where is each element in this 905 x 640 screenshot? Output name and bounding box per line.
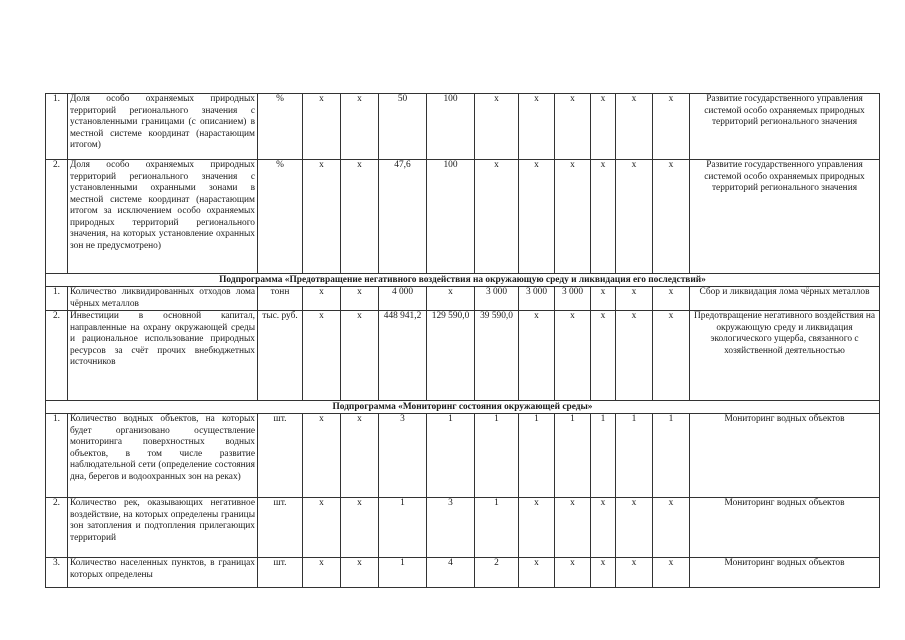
value-cell: x xyxy=(303,287,341,311)
value-cell: x xyxy=(475,160,519,274)
value-cell: 50 xyxy=(379,94,427,160)
value-cell: x xyxy=(475,94,519,160)
row-number: 1. xyxy=(46,94,68,160)
unit-cell: тонн xyxy=(258,287,303,311)
unit-cell: тыс. руб. xyxy=(258,311,303,401)
value-cell: x xyxy=(303,311,341,401)
subprogram-title: Подпрограмма «Мониторинг состояния окружающей среды» xyxy=(46,401,880,414)
unit-cell: шт. xyxy=(258,498,303,558)
table-body xyxy=(46,94,880,588)
value-cell: x xyxy=(303,414,341,498)
table-row xyxy=(46,311,880,401)
value-cell: x xyxy=(341,287,379,311)
value-cell: x xyxy=(653,558,690,588)
value-cell: x xyxy=(591,498,616,558)
goal-cell: Сбор и ликвидация лома чёрных металлов xyxy=(690,287,880,311)
value-cell: x xyxy=(653,160,690,274)
value-cell: x xyxy=(653,311,690,401)
value-cell: 2 xyxy=(475,558,519,588)
goal-cell: Развитие государственного управления системой особо охраняемых природных территорий регионального значения xyxy=(690,94,880,160)
value-cell: x xyxy=(341,558,379,588)
value-cell: x xyxy=(591,558,616,588)
value-cell: 448 941,2 xyxy=(379,311,427,401)
value-cell: 1 xyxy=(555,414,591,498)
value-cell: 1 xyxy=(427,414,475,498)
value-cell: x xyxy=(341,94,379,160)
value-cell: x xyxy=(555,160,591,274)
row-number: 2. xyxy=(46,311,68,401)
value-cell: 1 xyxy=(616,414,653,498)
value-cell: x xyxy=(341,414,379,498)
row-number: 1. xyxy=(46,287,68,311)
table-row xyxy=(46,558,880,588)
value-cell: x xyxy=(653,287,690,311)
value-cell: x xyxy=(616,311,653,401)
value-cell: 1 xyxy=(379,558,427,588)
value-cell: x xyxy=(555,94,591,160)
value-cell: 4 000 xyxy=(379,287,427,311)
goal-cell: Мониторинг водных объектов xyxy=(690,558,880,588)
value-cell: 3 xyxy=(379,414,427,498)
value-cell: 100 xyxy=(427,94,475,160)
row-number: 3. xyxy=(46,558,68,588)
value-cell: x xyxy=(616,498,653,558)
indicator-name: Инвестиции в основной капитал, направленные на охрану окружающей среды и рациональное использование природных ресурсов за счёт прочих внебюджетных источников xyxy=(68,311,258,401)
value-cell: x xyxy=(616,287,653,311)
unit-cell: шт. xyxy=(258,414,303,498)
unit-cell: % xyxy=(258,94,303,160)
value-cell: x xyxy=(555,498,591,558)
value-cell: x xyxy=(555,558,591,588)
subprogram-header-row xyxy=(46,274,880,287)
value-cell: x xyxy=(303,94,341,160)
row-number: 1. xyxy=(46,414,68,498)
value-cell: 1 xyxy=(591,414,616,498)
value-cell: 4 xyxy=(427,558,475,588)
row-number: 2. xyxy=(46,160,68,274)
value-cell: x xyxy=(303,160,341,274)
goal-cell: Мониторинг водных объектов xyxy=(690,498,880,558)
indicator-name: Доля особо охраняемых природных территорий регионального значения с установленными границами (с описанием) в местной системе координат (нарастающим итогом) xyxy=(68,94,258,160)
value-cell: x xyxy=(591,160,616,274)
indicator-name: Количество ликвидированных отходов лома чёрных металлов xyxy=(68,287,258,311)
indicator-name: Количество водных объектов, на которых будет организовано осуществление мониторинга поверхностных водных объектов, в том числе развитие наблюдательной сети (определение состояния дна, берегов и водоохранных зон на реках) xyxy=(68,414,258,498)
value-cell: x xyxy=(303,498,341,558)
indicator-name: Количество населенных пунктов, в границах которых определены xyxy=(68,558,258,588)
subprogram-header-row xyxy=(46,401,880,414)
value-cell: x xyxy=(591,94,616,160)
row-number: 2. xyxy=(46,498,68,558)
value-cell: 1 xyxy=(475,498,519,558)
value-cell: x xyxy=(519,94,555,160)
value-cell: 100 xyxy=(427,160,475,274)
value-cell: x xyxy=(591,311,616,401)
value-cell: 129 590,0 xyxy=(427,311,475,401)
value-cell: x xyxy=(303,558,341,588)
subprogram-title: Подпрограмма «Предотвращение негативного воздействия на окружающую среду и ликвидация его последствий» xyxy=(46,274,880,287)
indicator-name: Количество рек, оказывающих негативное воздействие, на которых определены границы зон затопления и подтопления прилегающих территорий xyxy=(68,498,258,558)
goal-cell: Предотвращение негативного воздействия на окружающую среду и ликвидация экологического ущерба, связанного с хозяйственной деятельностью xyxy=(690,311,880,401)
table-row xyxy=(46,498,880,558)
table-row xyxy=(46,414,880,498)
table-row xyxy=(46,287,880,311)
value-cell: 3 000 xyxy=(519,287,555,311)
value-cell: x xyxy=(519,498,555,558)
value-cell: x xyxy=(555,311,591,401)
value-cell: x xyxy=(653,94,690,160)
unit-cell: % xyxy=(258,160,303,274)
value-cell: 1 xyxy=(379,498,427,558)
goal-cell: Развитие государственного управления системой особо охраняемых природных территорий регионального значения xyxy=(690,160,880,274)
value-cell: x xyxy=(616,558,653,588)
value-cell: x xyxy=(341,311,379,401)
value-cell: 39 590,0 xyxy=(475,311,519,401)
value-cell: x xyxy=(653,498,690,558)
value-cell: x xyxy=(427,287,475,311)
value-cell: x xyxy=(591,287,616,311)
value-cell: 1 xyxy=(653,414,690,498)
indicator-name: Доля особо охраняемых природных территорий регионального значения с установленными охранными зонами в местной системе координат (нарастающим итогом за исключением особо охраняемых природных территорий регионального значения, на которых установление охранных зон не предусмотрено) xyxy=(68,160,258,274)
value-cell: 3 000 xyxy=(555,287,591,311)
table-row xyxy=(46,160,880,274)
value-cell: 1 xyxy=(519,414,555,498)
value-cell: x xyxy=(519,558,555,588)
value-cell: 47,6 xyxy=(379,160,427,274)
table-row xyxy=(46,94,880,160)
value-cell: x xyxy=(616,160,653,274)
unit-cell: шт. xyxy=(258,558,303,588)
value-cell: x xyxy=(341,160,379,274)
value-cell: x xyxy=(616,94,653,160)
goal-cell: Мониторинг водных объектов xyxy=(690,414,880,498)
value-cell: 1 xyxy=(475,414,519,498)
value-cell: x xyxy=(519,311,555,401)
value-cell: x xyxy=(519,160,555,274)
value-cell: x xyxy=(341,498,379,558)
document-page xyxy=(45,93,880,588)
indicators-table xyxy=(45,93,880,588)
value-cell: 3 000 xyxy=(475,287,519,311)
value-cell: 3 xyxy=(427,498,475,558)
